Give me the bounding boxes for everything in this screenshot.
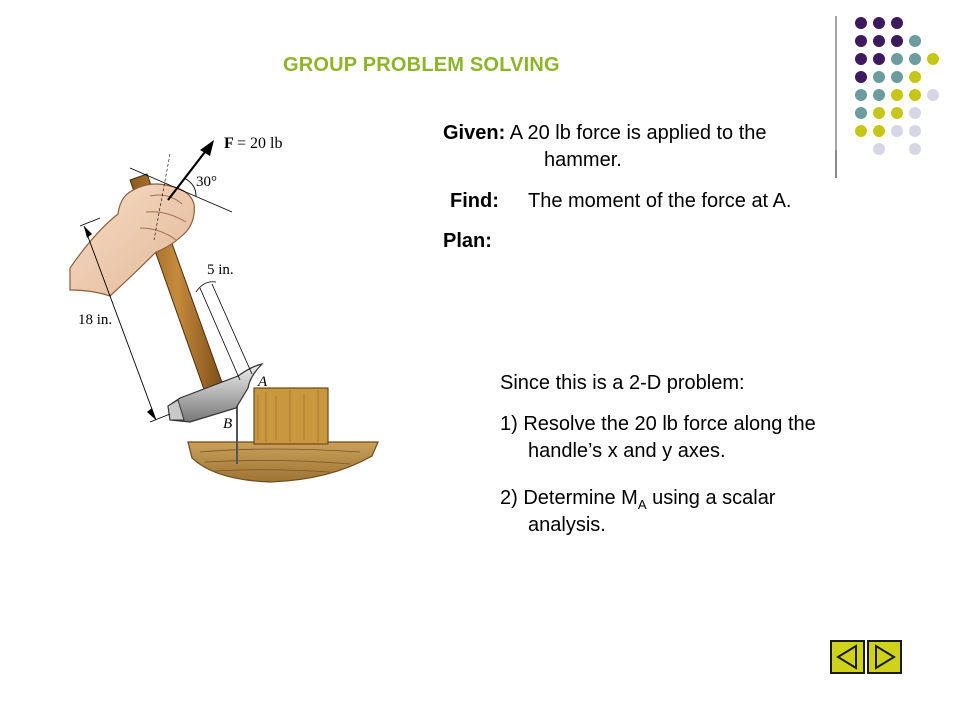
plan-intro: Since this is a 2-D problem: [500,372,745,394]
dot [909,53,921,65]
dim-18-arrow-bottom [147,408,156,420]
dot [909,35,921,47]
wood-base [188,442,378,482]
step-2-number: 2) [500,487,518,509]
decorative-dot-grid [820,8,940,158]
dot [891,35,903,47]
slide-title: GROUP PROBLEM SOLVING [283,54,560,76]
dot [855,71,867,83]
step-1-text: Resolve the 20 lb force along the [523,413,816,435]
dot [873,35,885,47]
dot [855,35,867,47]
find-label: Find: [450,190,499,212]
hammer-figure [60,120,400,490]
step-2-text: Determine M [523,487,638,509]
given-label: Given: [443,122,506,144]
given-line-2: hammer. [544,149,622,171]
dot [855,107,867,119]
dot [855,53,867,65]
step-2-text-post: using a scalar [646,487,776,509]
dot [909,143,921,155]
dot [873,71,885,83]
force-label: F [224,135,234,152]
dim-18-tick-top [80,218,100,226]
triangle-left-icon [832,642,863,672]
dot [855,17,867,29]
dot [927,53,939,65]
dot [909,125,921,137]
dot [909,71,921,83]
step-2-line-2: analysis. [528,514,606,536]
dot [855,89,867,101]
divider-line-tail [835,150,837,178]
step-1-number: 1) [500,413,518,435]
slide-navigation [830,640,904,674]
dot [891,71,903,83]
dim-5-label: 5 in. [207,262,234,278]
dot [909,89,921,101]
given-line [443,120,767,146]
dot [873,107,885,119]
dot [873,89,885,101]
dot [873,17,885,29]
dot [909,107,921,119]
force-value: = 20 lb [237,135,283,152]
dot [927,89,939,101]
next-slide-button[interactable] [867,640,902,674]
dot [891,53,903,65]
dot [891,107,903,119]
dot [873,125,885,137]
point-a-label: A [258,374,268,390]
point-b-label: B [223,416,233,432]
step-1-line-2: handle’s x and y axes. [528,440,726,462]
previous-slide-button[interactable] [830,640,865,674]
dot [891,17,903,29]
dot [855,125,867,137]
angle-label: 30° [196,174,217,190]
step-1 [500,411,816,437]
dim-18-arrow-top [84,226,92,238]
given-text: A 20 lb force is applied to the [505,122,767,144]
dot [873,143,885,155]
find-text: The moment of the force at A. [528,190,792,212]
dot [891,125,903,137]
triangle-right-icon [869,642,900,672]
plan-label: Plan: [443,230,492,252]
dim-18-label: 18 in. [78,312,113,328]
dot [873,53,885,65]
wood-block [254,388,328,444]
step-2-subscript: A [637,497,647,512]
force-arrowhead [200,140,214,156]
dot [891,89,903,101]
